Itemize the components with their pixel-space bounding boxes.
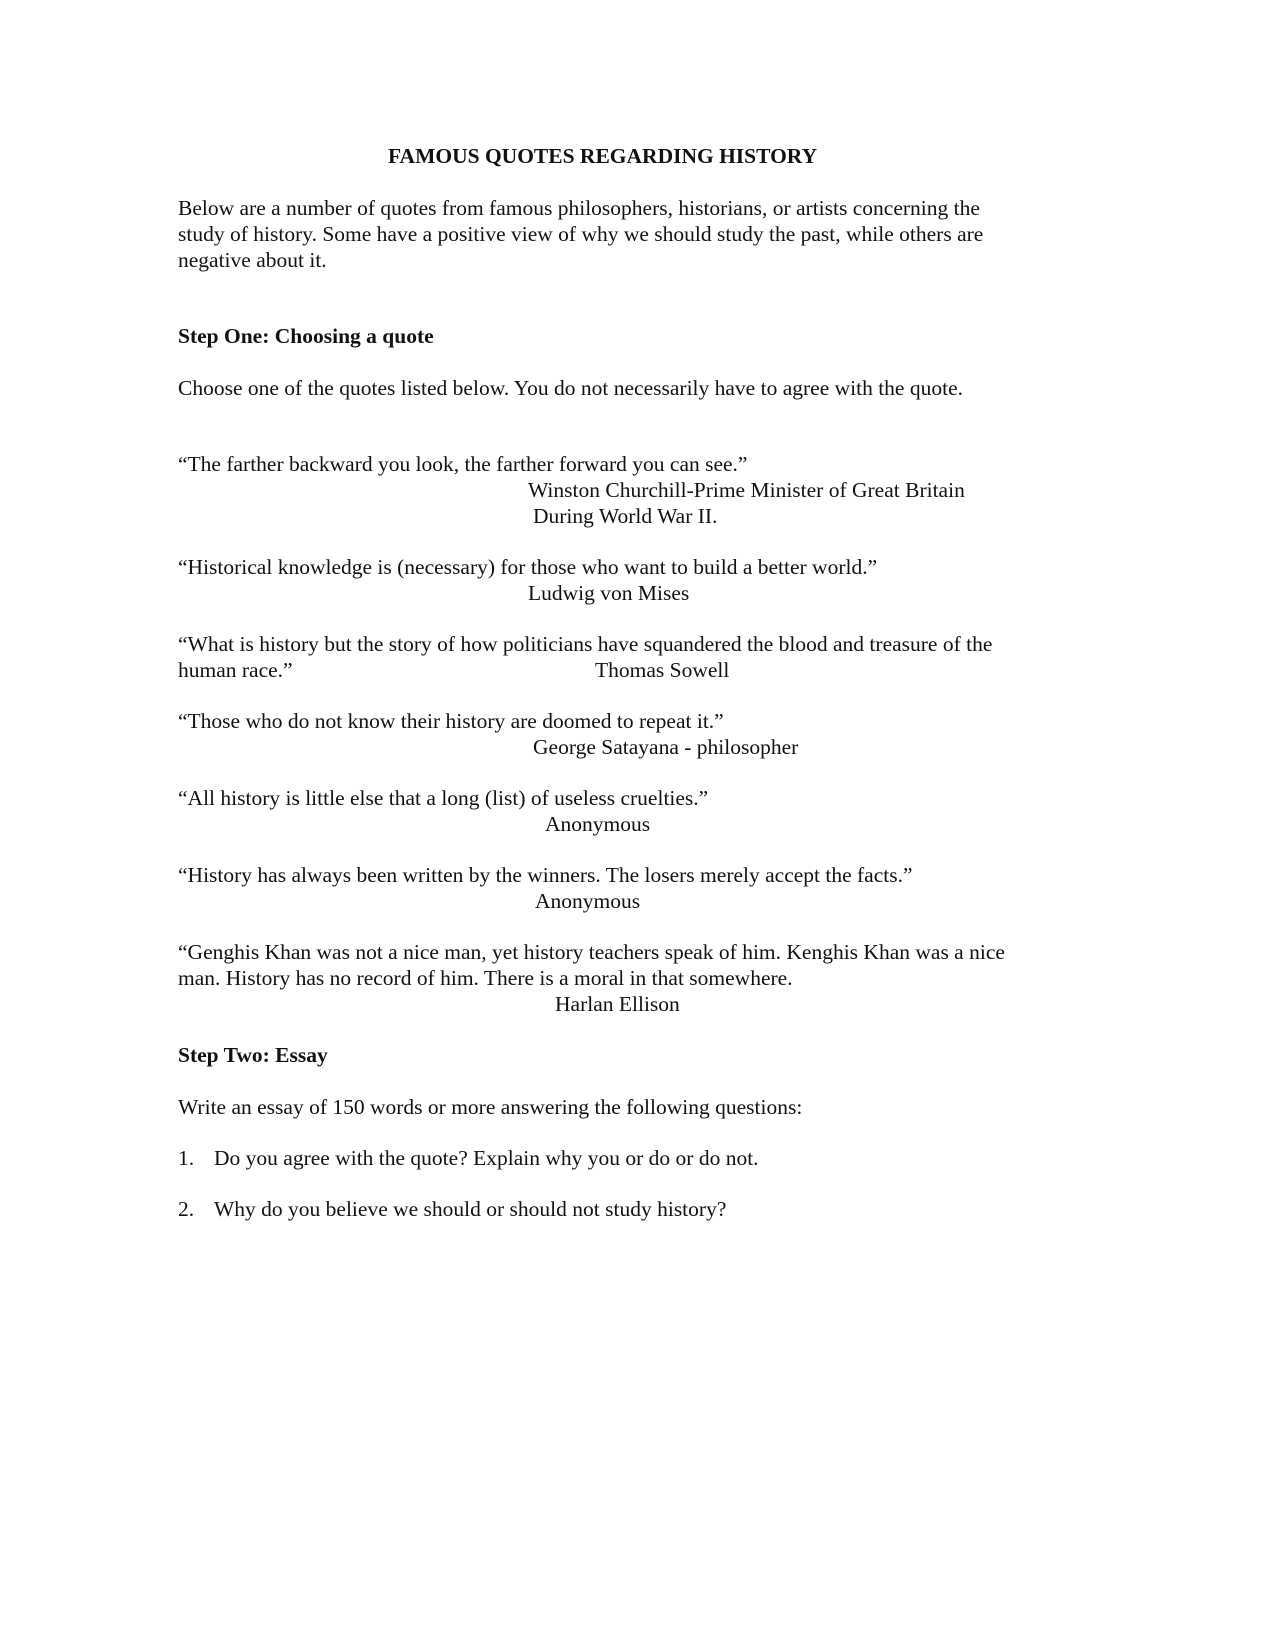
quote-text: “Genghis Khan was not a nice man, yet history teachers speak of him. Kenghis Khan was a nice: [178, 940, 1005, 964]
quote-text: “History has always been written by the winners. The losers merely accept the facts.”: [178, 863, 913, 887]
step-one-instruction: Choose one of the quotes listed below. You do not necessarily have to agree with the quote.: [178, 376, 963, 400]
quote-text: “The farther backward you look, the farther forward you can see.”: [178, 452, 748, 476]
page-title: FAMOUS QUOTES REGARDING HISTORY: [388, 144, 818, 168]
quote-author: Ludwig von Mises: [528, 581, 690, 605]
intro-line: study of history. Some have a positive view of why we should study the past, while others are: [178, 222, 984, 246]
question-number: 2.: [178, 1197, 195, 1221]
step-two-heading: Step Two: Essay: [178, 1043, 328, 1067]
quote-text: man. History has no record of him. There is a moral in that somewhere.: [178, 966, 793, 990]
quote-author: Anonymous: [535, 889, 641, 913]
step-one-heading: Step One: Choosing a quote: [178, 324, 434, 348]
quote-text: “What is history but the story of how politicians have squandered the blood and treasure of the: [178, 632, 993, 656]
intro-line: negative about it.: [178, 248, 327, 272]
quote-text: “All history is little else that a long (list) of useless cruelties.”: [178, 786, 709, 810]
intro-line: Below are a number of quotes from famous philosophers, historians, or artists concerning the: [178, 196, 980, 220]
quote-author: During World War II.: [533, 504, 718, 528]
step-two-instruction: Write an essay of 150 words or more answering the following questions:: [178, 1095, 803, 1119]
question-text: Why do you believe we should or should not study history?: [214, 1197, 727, 1221]
question-number: 1.: [178, 1146, 195, 1170]
question-text: Do you agree with the quote? Explain why you or do or do not.: [214, 1146, 759, 1170]
quote-author: Harlan Ellison: [555, 992, 680, 1016]
quote-author: Winston Churchill-Prime Minister of Great Britain: [528, 478, 965, 502]
quote-text: human race.”: [178, 658, 293, 682]
quote-text: “Those who do not know their history are doomed to repeat it.”: [178, 709, 724, 733]
quote-author: Anonymous: [545, 812, 651, 836]
quote-text: “Historical knowledge is (necessary) for those who want to build a better world.”: [178, 555, 878, 579]
quote-author: Thomas Sowell: [595, 658, 730, 682]
quote-author: George Satayana - philosopher: [533, 735, 799, 759]
